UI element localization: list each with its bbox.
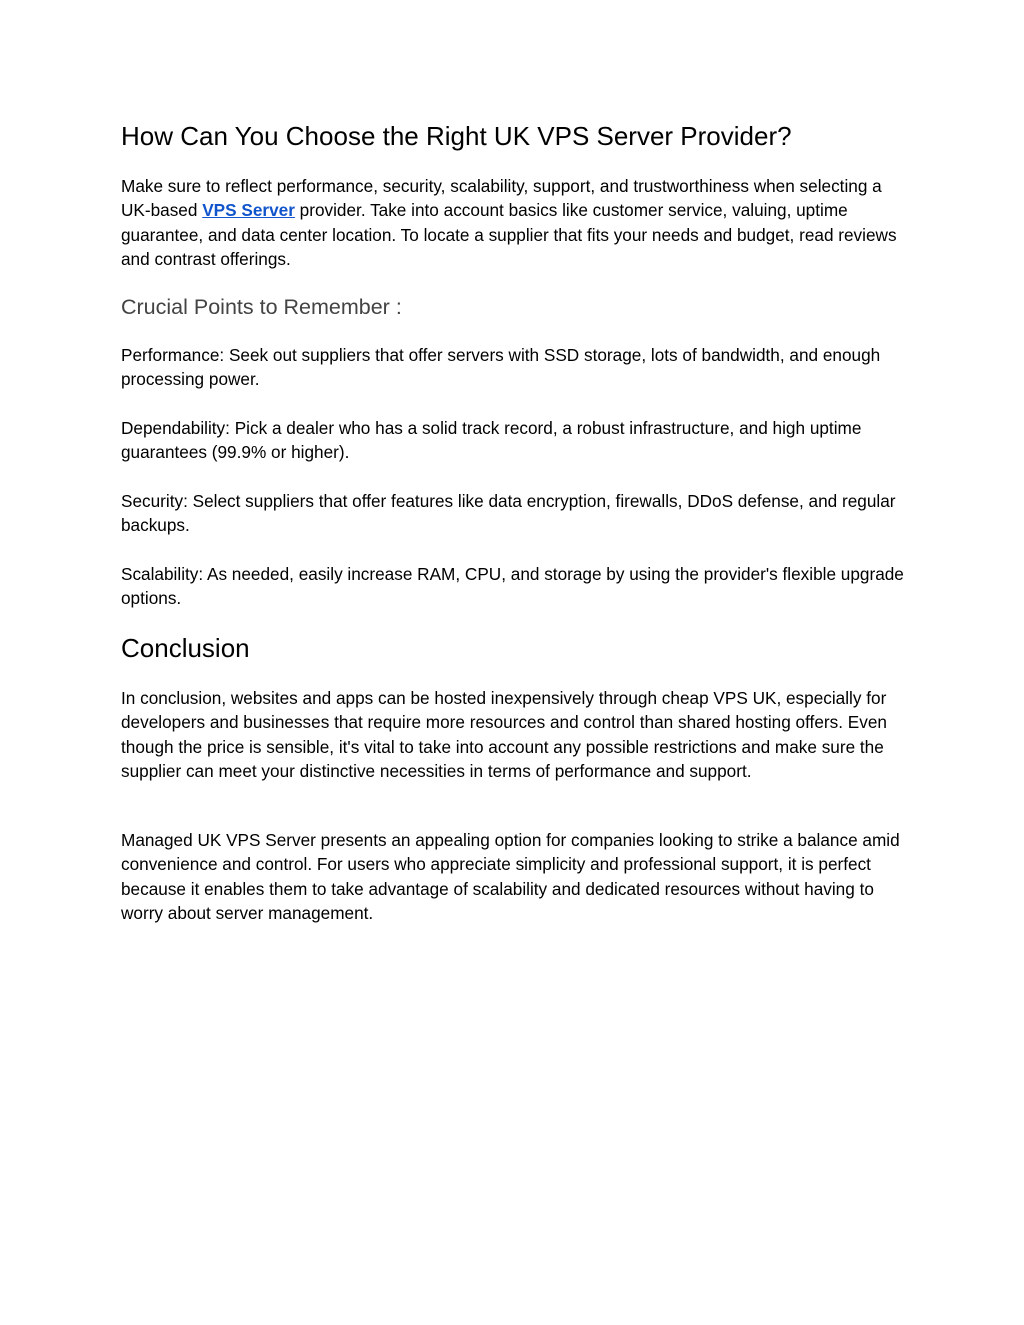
intro-paragraph: [121, 174, 911, 272]
vps-server-link[interactable]: VPS Server: [202, 200, 295, 221]
points-heading: Crucial Points to Remember :: [121, 295, 402, 319]
intro-text-before-link: Make sure to reflect performance, security, scalability, support, and trustworthiness when selecting a UK-based: [121, 176, 882, 221]
page-title: How Can You Choose the Right UK VPS Server Provider?: [121, 121, 792, 151]
point-dependability: Dependability: Pick a dealer who has a solid track record, a robust infrastructure, and high uptime guarantees (99.9% or higher).: [121, 418, 862, 463]
point-security: Security: Select suppliers that offer features like data encryption, firewalls, DDoS defense, and regular backups.: [121, 491, 896, 536]
conclusion-paragraph-1: In conclusion, websites and apps can be hosted inexpensively through cheap VPS UK, especially for developers and businesses that require more resources and control than shared hosting offers. Even though the price is sensible, it's vital to take into account any possible restrictions and make sure the supplier can meet your distinctive necessities in terms of performance and support.: [121, 688, 887, 782]
point-scalability: Scalability: As needed, easily increase RAM, CPU, and storage by using the provider's flexible upgrade options.: [121, 564, 904, 609]
conclusion-heading: Conclusion: [121, 633, 250, 663]
intro-text-after-link: provider. Take into account basics like customer service, valuing, uptime guarantee, and data center location. To locate a supplier that fits your needs and budget, read reviews and contrast offerings.: [121, 200, 897, 270]
conclusion-paragraph-2: Managed UK VPS Server presents an appealing option for companies looking to strike a balance amid convenience and control. For users who appreciate simplicity and professional support, it is perfect because it enables them to take advantage of scalability and dedicated resources without having to worry about server management.: [121, 830, 900, 924]
point-performance: Performance: Seek out suppliers that offer servers with SSD storage, lots of bandwidth, and enough processing power.: [121, 345, 881, 390]
